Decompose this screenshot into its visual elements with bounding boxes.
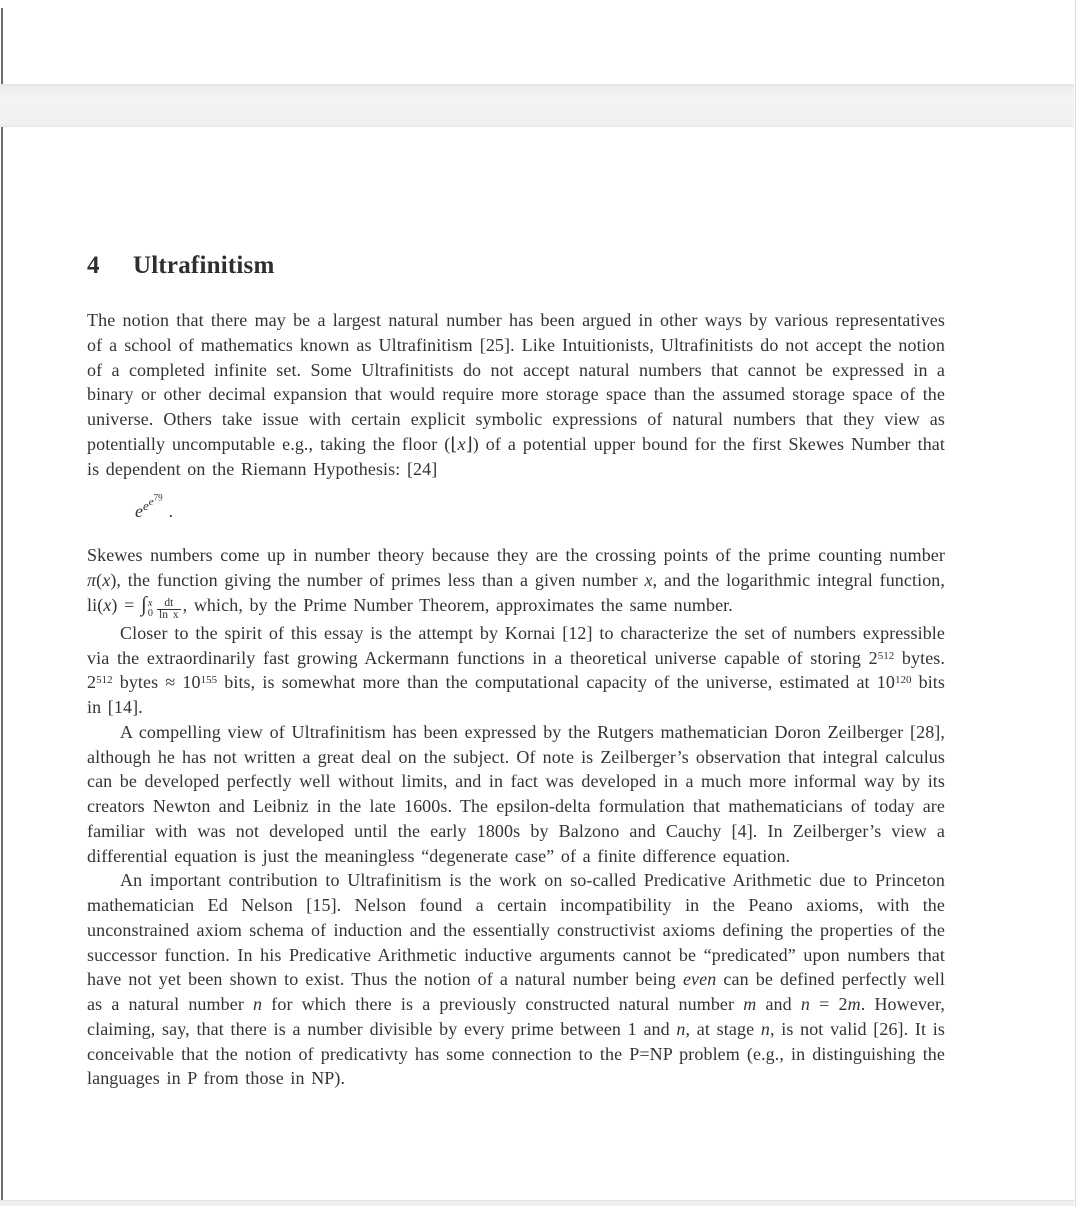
window-left-border	[1, 8, 3, 1206]
section-title: Ultrafinitism	[133, 252, 275, 279]
paragraph-4: Closer to the spirit of this essay is the attempt by Kornai [12] to characterize the set of numbers expressible via the extraordinarily fast growing Ackermann functions in a theoretical universe capable of storing $2^{512}$ bytes. $2^{512}$ bytes ≈ $10^{155}$ bits, is somewhat more than the computational capacity of the universe, estimated at $10^{120}$ bits in [14].	[87, 622, 946, 717]
integral-limits: x 0	[147, 597, 154, 619]
next-section-bar	[0, 1200, 1074, 1206]
section-heading	[87, 252, 945, 280]
fraction: $\frac{dt}{\text{ln x}}$	[159, 596, 179, 621]
document-page	[87, 252, 945, 1091]
display-formula: $e^{e^{e^{79}}}$.	[135, 492, 174, 522]
page-right-edge-line	[1075, 0, 1076, 1206]
section-divider-bar	[0, 84, 1074, 127]
paragraph-6: An important contribution to Ultrafinitism is the work on so-called Predicative Arithmetic due to Princeton mathematician Ed Nelson [15]. Nelson found a certain incompatibility in the Peano axioms, with the unconstrained axiom schema of induction and the essentially constructivist axioms defining the properties of the successor function. In his Predicative Arithmetic inductive arguments cannot be “predicated” upon numbers that have not yet been shown to exist. Thus the notion of a natural number being even can be defined perfectly well as a natural number n for which there is a previously constructed natural number m and n = 2m. However, claiming, say, that there is a number divisible by every prime between 1 and n, at stage n, is not valid [26]. It is conceivable that the notion of predicativty has some connection to the P=NP problem (e.g., in distinguishing the languages in P from those in NP).	[87, 870, 946, 1089]
article-body	[87, 308, 945, 1091]
section-number: 4	[87, 252, 100, 279]
paragraph-1: The notion that there may be a largest natural number has been argued in other ways by various representatives of a school of mathematics known as Ultrafinitism [25]. Like Intuitionists, Ultrafinitists do not accept the notion of a completed infinite set. Some Ultrafinitists do not accept natural numbers that cannot be expressed in a binary or other decimal expansion that would require more storage space than the assumed storage space of the universe. Others take issue with certain explicit symbolic expressions of natural numbers that they view as potentially uncomputable e.g., taking the floor (⌊x⌋) of a potential upper bound for the first Skewes Number that is dependent on the Riemann Hypothesis: [24]	[87, 310, 945, 479]
paragraph-3: Skewes numbers come up in number theory because they are the crossing points of the prime counting number π(x), the function giving the number of primes less than a given number x, and the logarithmic integral function, li(x) = ∫ x 0 $\frac{dt}{\text{ln x}}$ , which, by the Prime Number Theorem, approximates the same number.	[87, 545, 945, 621]
paragraph-5: A compelling view of Ultrafinitism has been expressed by the Rutgers mathematician Doron Zeilberger [28], although he has not written a great deal on the subject. Of note is Zeilberger’s observation that integral calculus can be developed perfectly well without limits, and in fact was developed in a much more informal way by its creators Newton and Leibniz in the late 1600s. The epsilon-delta formulation that mathematicians of today are familiar with was not developed until the early 1800s by Balzono and Cauchy [4]. In Zeilberger’s view a differential equation is just the meaningless “degenerate case” of a finite difference equation.	[87, 721, 945, 866]
